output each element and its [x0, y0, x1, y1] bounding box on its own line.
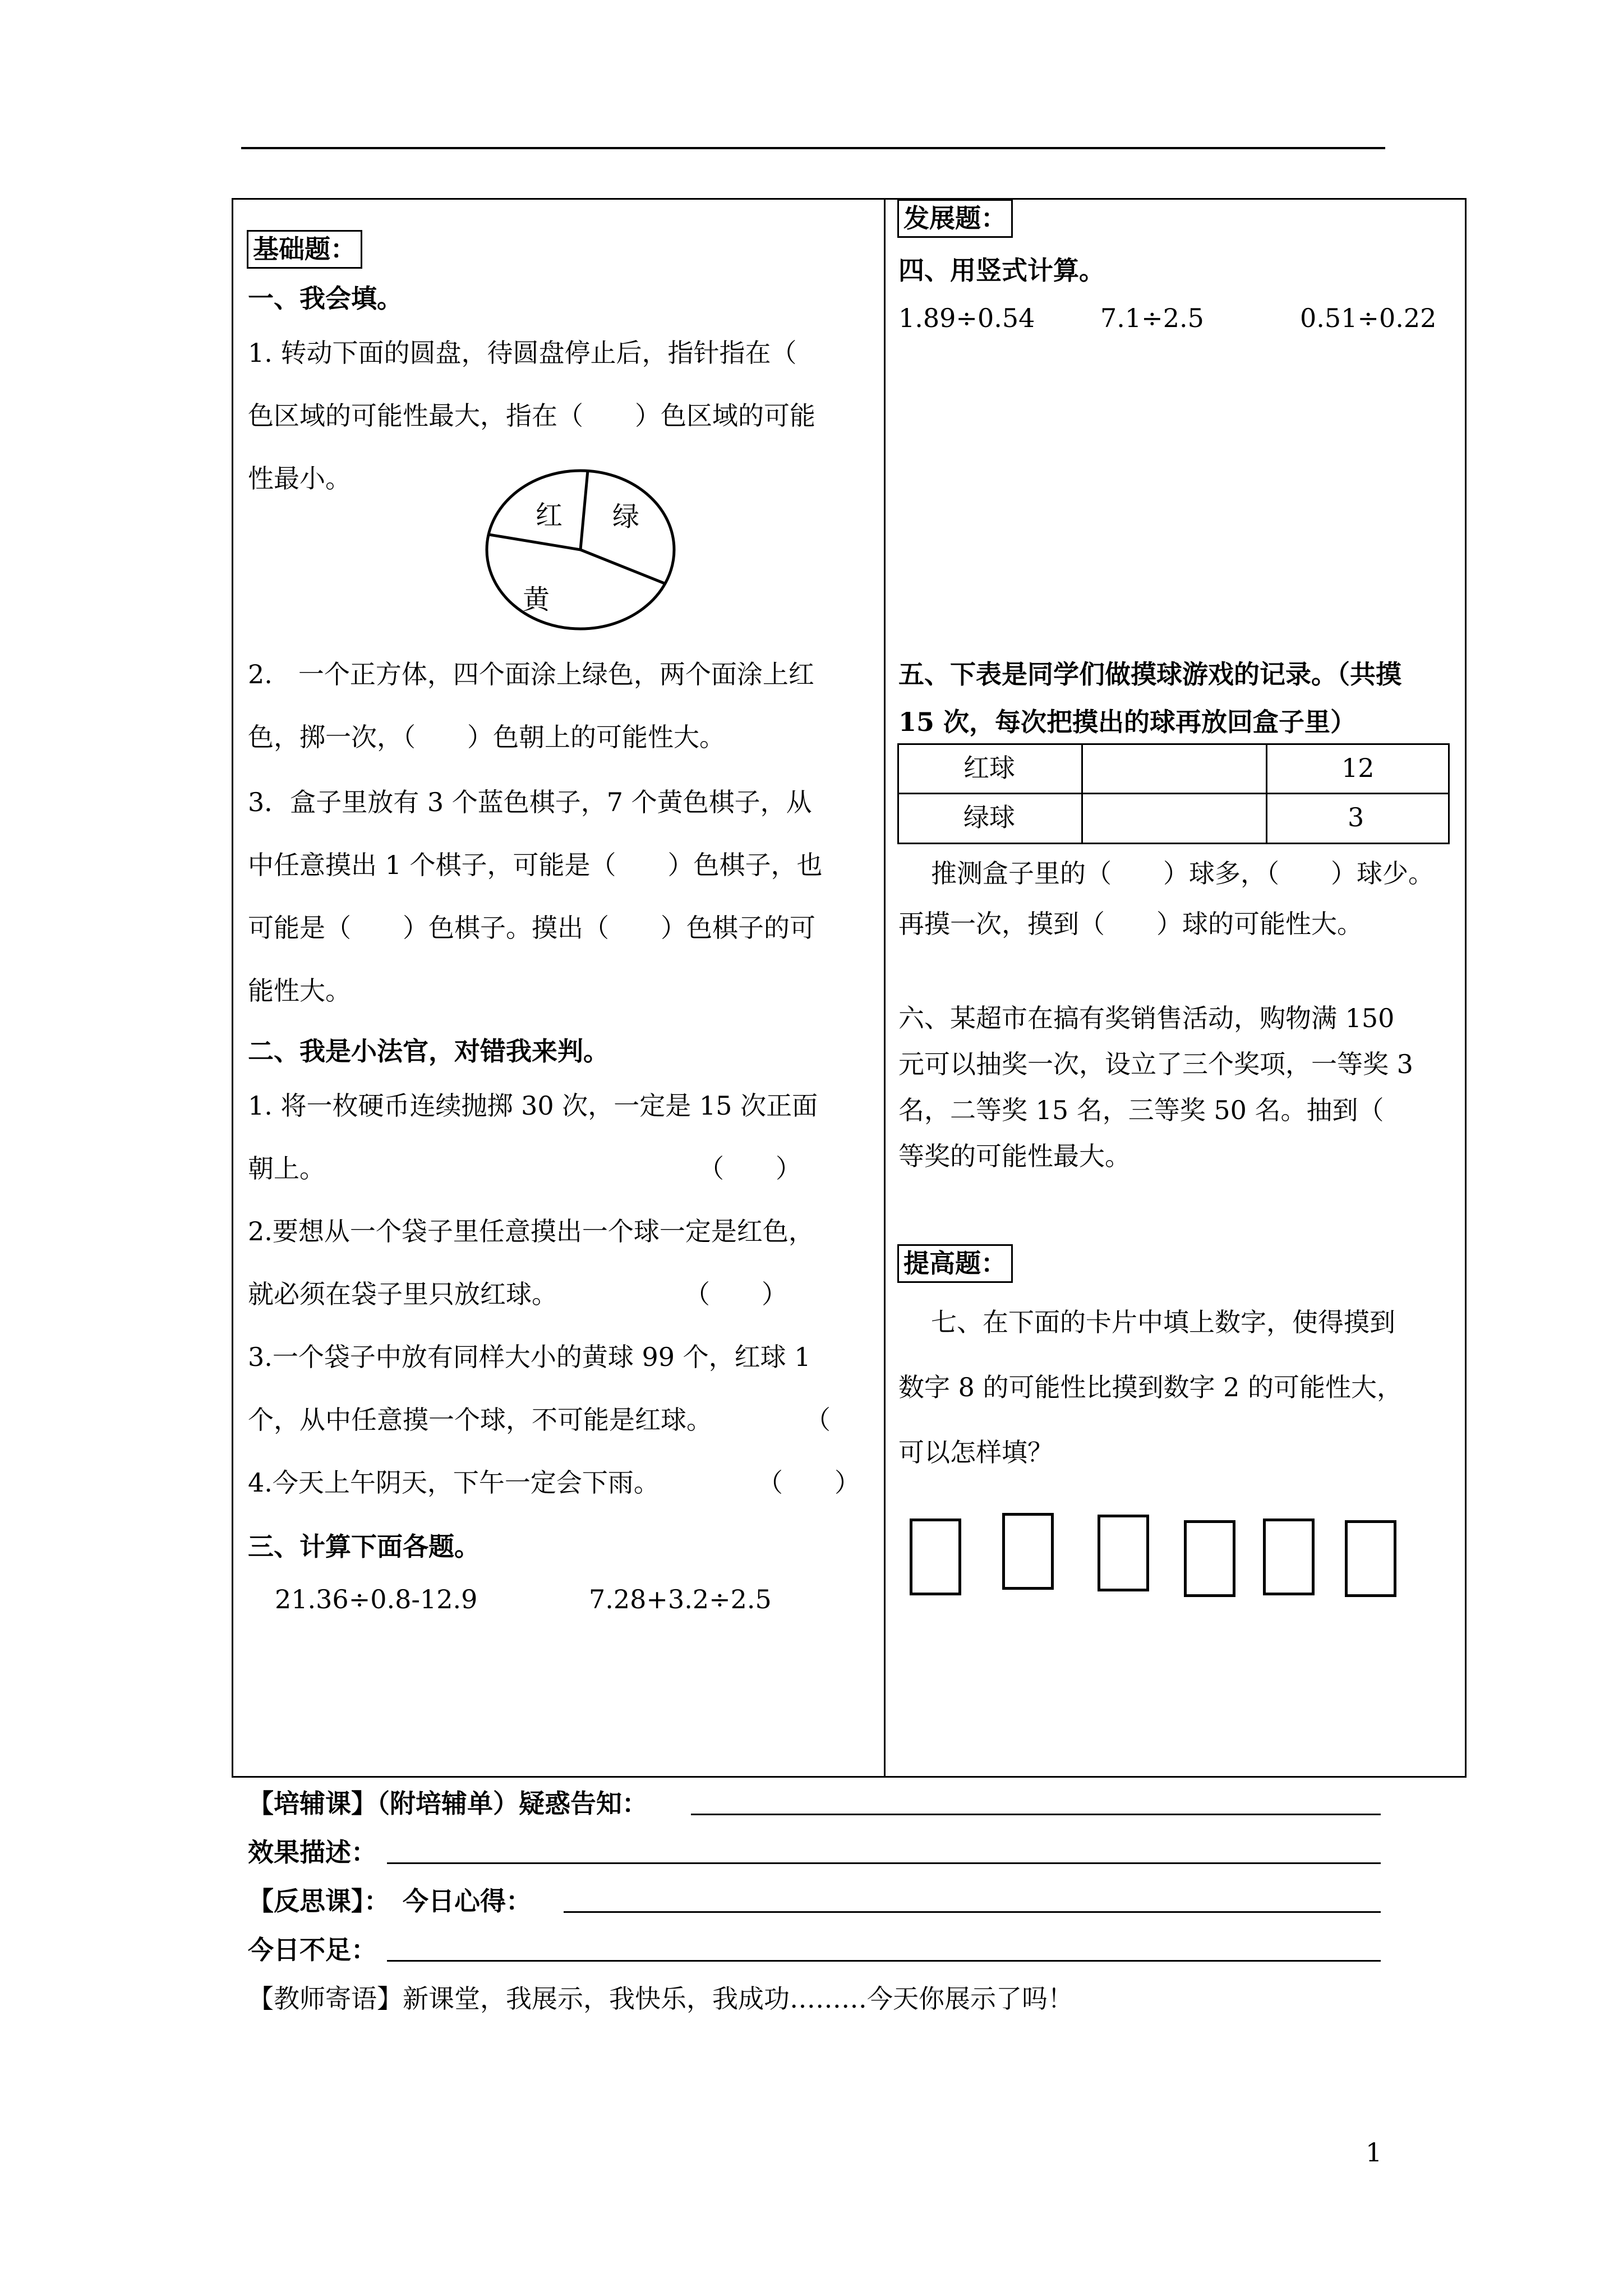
- page-number: 1: [1366, 2137, 1382, 2168]
- teacher-message: 【教师寄语】新课堂，我展示，我快乐，我成功………今天你展示了吗！: [248, 1984, 1073, 2014]
- q6-line1: 六、某超市在搞有奖销售活动，购物满 150: [898, 1003, 1395, 1033]
- record-table-col-divider-1: [1081, 743, 1083, 844]
- shortfall-label: 今日不足：: [248, 1935, 377, 1965]
- record-row2-ball: 绿球: [963, 802, 1015, 832]
- judge3-line1: 3.一个袋子中放有同样大小的黄球 99 个，红球 1: [248, 1342, 811, 1372]
- q3-line4: 能性大。: [248, 976, 351, 1006]
- q6-line4: 等奖的可能性最大。: [898, 1141, 1131, 1171]
- record-row1-count: 12: [1341, 753, 1375, 783]
- spinner-label-green: 绿: [612, 501, 640, 532]
- reflect-label: 【反思课】： 今日心得：: [248, 1886, 532, 1916]
- basic-heading: 基础题：: [247, 230, 362, 269]
- blank-card-5[interactable]: [1263, 1519, 1315, 1595]
- q7-line2: 数字 8 的可能性比摸到数字 2 的可能性大，: [898, 1372, 1403, 1402]
- effect-label: 效果描述：: [248, 1837, 377, 1867]
- q3-line3: 可能是（ ）色棋子。摸出（ ）色棋子的可: [248, 913, 815, 943]
- q7-line3: 可以怎样填？: [898, 1437, 1053, 1467]
- section4-title: 四、用竖式计算。: [898, 255, 1105, 286]
- blank-card-6[interactable]: [1345, 1520, 1396, 1597]
- record-row2-count: 3: [1348, 802, 1364, 832]
- judge2-answer[interactable]: （ ）: [684, 1279, 787, 1309]
- blank-card-2[interactable]: [1002, 1513, 1054, 1590]
- calc-expression-2: 7.28+3.2÷2.5: [589, 1584, 772, 1614]
- judge1-line1: 1. 将一枚硬币连续抛掷 30 次，一定是 15 次正面: [248, 1091, 818, 1121]
- spinner-label-red: 红: [536, 500, 563, 531]
- judge4-line1: 4.今天上午阴天，下午一定会下雨。: [248, 1467, 660, 1498]
- spinner-disc: [477, 463, 684, 637]
- division-2: 7.1÷2.5: [1100, 303, 1204, 333]
- record-table-col-divider-2: [1266, 743, 1267, 844]
- division-1: 1.89÷0.54: [898, 303, 1035, 333]
- section2-title: 二、我是小法官，对错我来判。: [248, 1036, 609, 1066]
- inference-line1: 推测盒子里的（ ）球多，（ ）球少。: [931, 858, 1434, 889]
- effect-line[interactable]: [387, 1862, 1381, 1864]
- judge2-line1: 2.要想从一个袋子里任意摸出一个球一定是红色，: [248, 1216, 814, 1246]
- shortfall-line[interactable]: [387, 1960, 1381, 1962]
- q1-line2: 色区域的可能性最大，指在（ ）色区域的可能: [248, 401, 815, 431]
- calc-expression-1: 21.36÷0.8-12.9: [275, 1584, 478, 1614]
- judge3-line2: 个，从中任意摸一个球，不可能是红球。: [248, 1405, 712, 1435]
- blank-card-1[interactable]: [910, 1519, 961, 1595]
- spinner-label-yellow: 黄: [523, 584, 550, 615]
- section3-title: 三、计算下面各题。: [248, 1531, 480, 1562]
- judge3-answer[interactable]: （: [805, 1405, 831, 1435]
- inference-line2: 再摸一次，摸到（ ）球的可能性大。: [898, 909, 1363, 939]
- blank-card-4[interactable]: [1184, 1520, 1235, 1597]
- judge1-line2: 朝上。: [248, 1153, 325, 1184]
- blank-card-3[interactable]: [1098, 1515, 1149, 1591]
- advanced-heading: 提高题：: [897, 1244, 1013, 1283]
- q3-line1: 3．盒子里放有 3 个蓝色棋子，7 个黄色棋子，从: [248, 787, 812, 817]
- reflect-line[interactable]: [564, 1911, 1381, 1913]
- q2-line2: 色，掷一次，（ ）色朝上的可能性大。: [248, 722, 725, 752]
- judge2-line2: 就必须在袋子里只放红球。: [248, 1279, 557, 1309]
- header-rule: [241, 147, 1385, 149]
- tutoring-label: 【培辅课】（附培辅单）疑惑告知：: [248, 1788, 648, 1819]
- section1-title: 一、我会填。: [248, 283, 403, 314]
- develop-heading: 发展题：: [897, 199, 1013, 238]
- q6-line2: 元可以抽奖一次，设立了三个奖项，一等奖 3: [898, 1049, 1413, 1079]
- tutoring-line[interactable]: [691, 1814, 1381, 1815]
- division-3: 0.51÷0.22: [1300, 303, 1437, 333]
- q3-line2: 中任意摸出 1 个棋子，可能是（ ）色棋子，也: [248, 850, 823, 880]
- q1-line3: 性最小。: [248, 463, 351, 494]
- column-divider: [884, 198, 886, 1778]
- judge4-answer[interactable]: （ ）: [757, 1467, 860, 1498]
- section5-title-line2: 15 次，每次把摸出的球再放回盒子里）: [898, 707, 1357, 737]
- q2-line1: 2. 一个正方体，四个面涂上绿色，两个面涂上红: [248, 659, 814, 689]
- section5-title-line1: 五、下表是同学们做摸球游戏的记录。（共摸: [898, 659, 1401, 689]
- q1-line1: 1. 转动下面的圆盘，待圆盘停止后，指针指在（: [248, 338, 797, 368]
- judge1-answer[interactable]: （ ）: [698, 1153, 801, 1184]
- record-row1-ball: 红球: [963, 753, 1015, 783]
- q6-line3: 名，二等奖 15 名，三等奖 50 名。抽到（: [898, 1095, 1384, 1125]
- q7-line1: 七、在下面的卡片中填上数字，使得摸到: [931, 1307, 1395, 1337]
- record-table-row-divider: [897, 793, 1450, 794]
